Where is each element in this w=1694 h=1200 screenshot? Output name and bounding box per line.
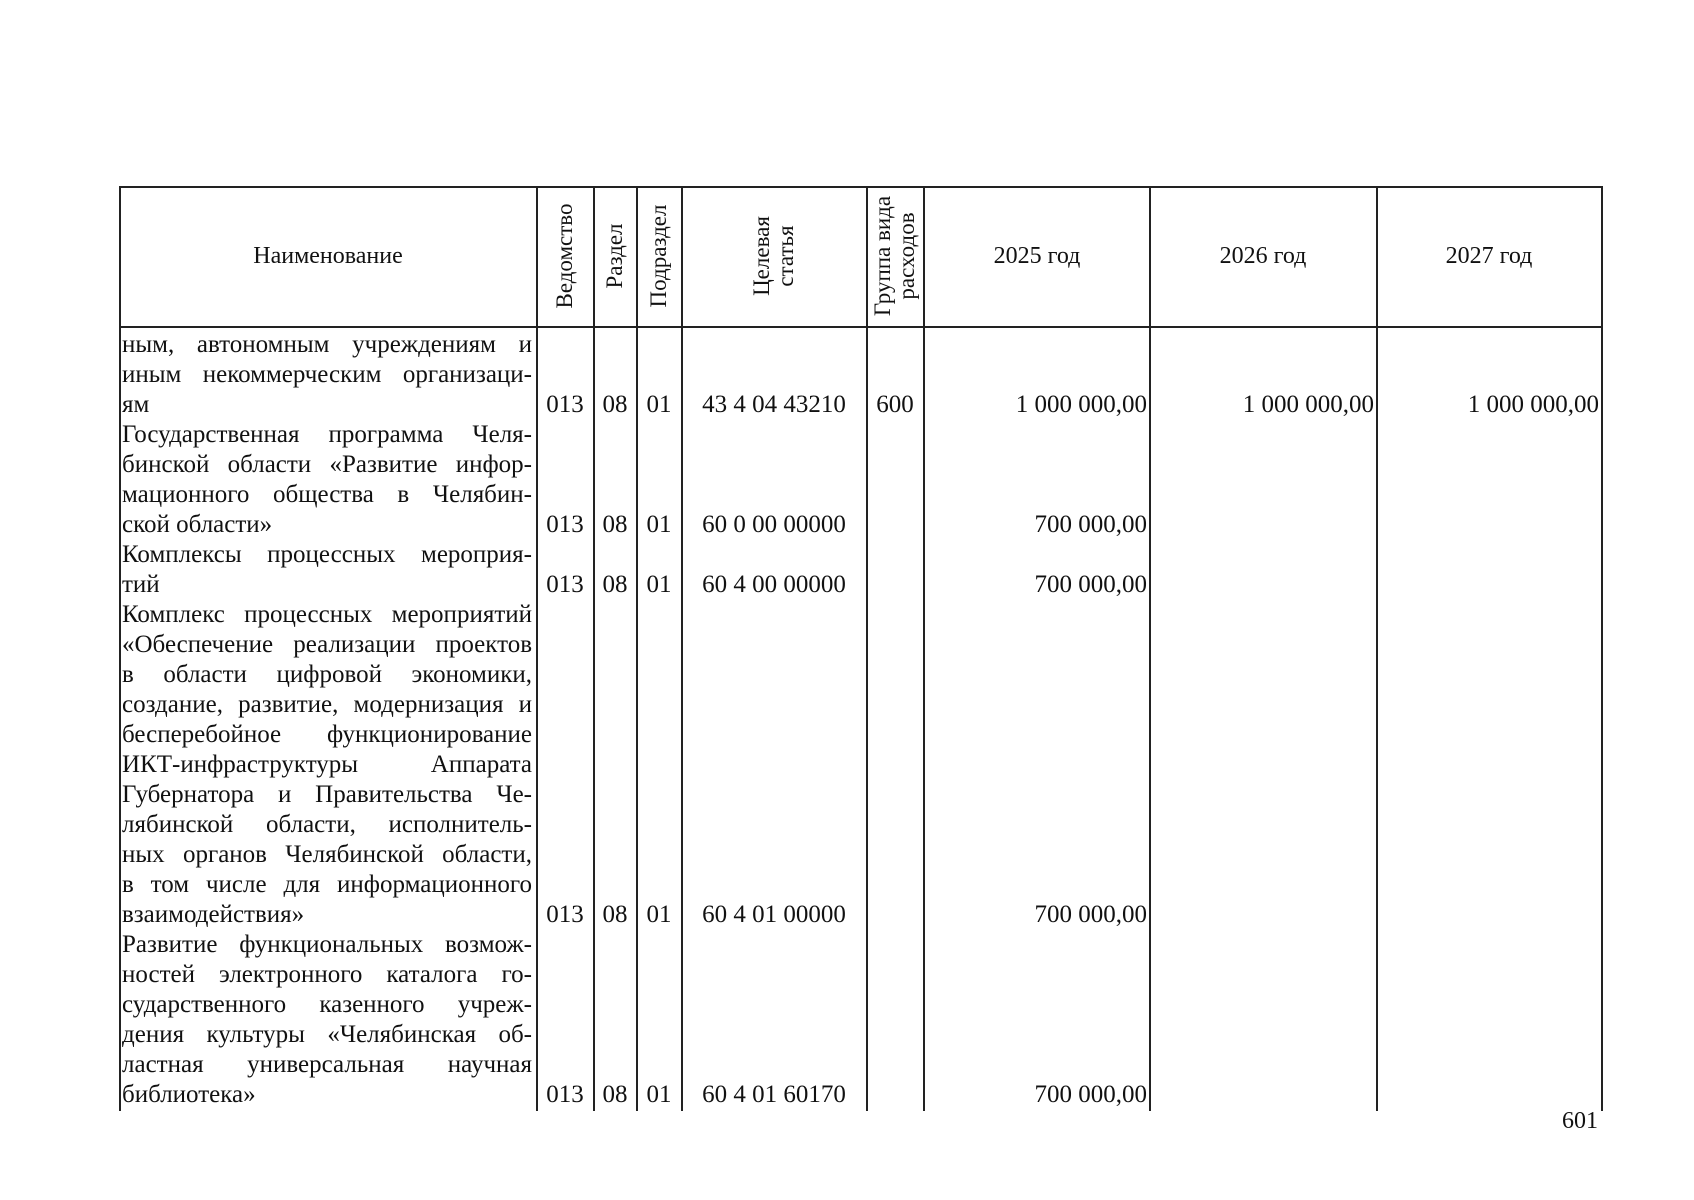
- row-target: 60 4 00 00000: [702, 571, 846, 598]
- row-section: 08: [602, 511, 628, 538]
- header-bottom-border: [119, 326, 1602, 328]
- row-target: 60 0 00 00000: [702, 511, 846, 538]
- row-section: 08: [602, 391, 628, 418]
- row-section: 08: [602, 571, 628, 598]
- header-subsection: Подраздел: [645, 204, 671, 308]
- col-border-section: [593, 186, 595, 1111]
- row-dept: 013: [546, 1081, 584, 1108]
- col-border-group: [866, 186, 868, 1111]
- header-group-line1: Группа вида: [869, 195, 895, 317]
- row-name: Комплексы процессных мероприя- тий: [122, 541, 532, 598]
- row-subsection: 01: [646, 391, 672, 418]
- header-section: Раздел: [601, 223, 627, 289]
- row-section: 08: [602, 1081, 628, 1108]
- col-border-dept: [536, 186, 538, 1111]
- row-dept: 013: [546, 511, 584, 538]
- row-2026: 1 000 000,00: [1242, 391, 1374, 418]
- row-subsection: 01: [646, 511, 672, 538]
- header-2025: 2025 год: [993, 243, 1081, 270]
- header-target-line1: Целевая: [748, 216, 774, 296]
- row-target: 60 4 01 60170: [702, 1081, 846, 1108]
- header-target-line2: статья: [773, 225, 798, 287]
- header-2026: 2026 год: [1219, 243, 1307, 270]
- row-target: 43 4 04 43210: [702, 391, 846, 418]
- header-group: [871, 196, 919, 316]
- row-name: Государственная программа Челя- бинской области «Развитие инфор- мационного общества в Челябин- ской области»: [122, 421, 532, 538]
- header-dept: Ведомство: [551, 203, 577, 309]
- row-dept: 013: [546, 391, 584, 418]
- header-name: Наименование: [253, 243, 403, 270]
- row-name: ным, автономным учреждениям и иным некоммерческим организаци- ям: [122, 331, 532, 418]
- row-2025: 1 000 000,00: [1015, 391, 1147, 418]
- row-dept: 013: [546, 571, 584, 598]
- header-group-line2: расходов: [894, 212, 919, 300]
- page-number: 601: [1562, 1108, 1598, 1134]
- row-subsection: 01: [646, 901, 672, 928]
- row-2027: 1 000 000,00: [1467, 391, 1599, 418]
- col-border-right: [1601, 186, 1603, 1111]
- row-name: Комплекс процессных мероприятий «Обеспечение реализации проектов в области цифровой экономики, создание, развитие, модернизация и бесперебойное функционирование ИКТ-инфраструктуры Аппарата Губернатора и Правительства Че- лябинской области, исполнитель- ных органов Челябинской области, в том числе для информационного взаимодействия»: [122, 601, 532, 928]
- row-target: 60 4 01 00000: [702, 901, 846, 928]
- row-subsection: 01: [646, 571, 672, 598]
- col-border-target: [681, 186, 683, 1111]
- row-group: 600: [876, 391, 914, 418]
- row-name: Развитие функциональных возмож- ностей электронного каталога го- сударственного казенного учреж- дения культуры «Челябинская об- ластная универсальная научная библиотека»: [122, 931, 532, 1108]
- row-2025: 700 000,00: [1034, 1081, 1147, 1108]
- row-dept: 013: [546, 901, 584, 928]
- row-2025: 700 000,00: [1034, 901, 1147, 928]
- header-2027: 2027 год: [1445, 243, 1533, 270]
- row-section: 08: [602, 901, 628, 928]
- row-subsection: 01: [646, 1081, 672, 1108]
- row-2025: 700 000,00: [1034, 571, 1147, 598]
- header-target: [750, 216, 798, 296]
- col-border-subsection: [636, 186, 638, 1111]
- row-2025: 700 000,00: [1034, 511, 1147, 538]
